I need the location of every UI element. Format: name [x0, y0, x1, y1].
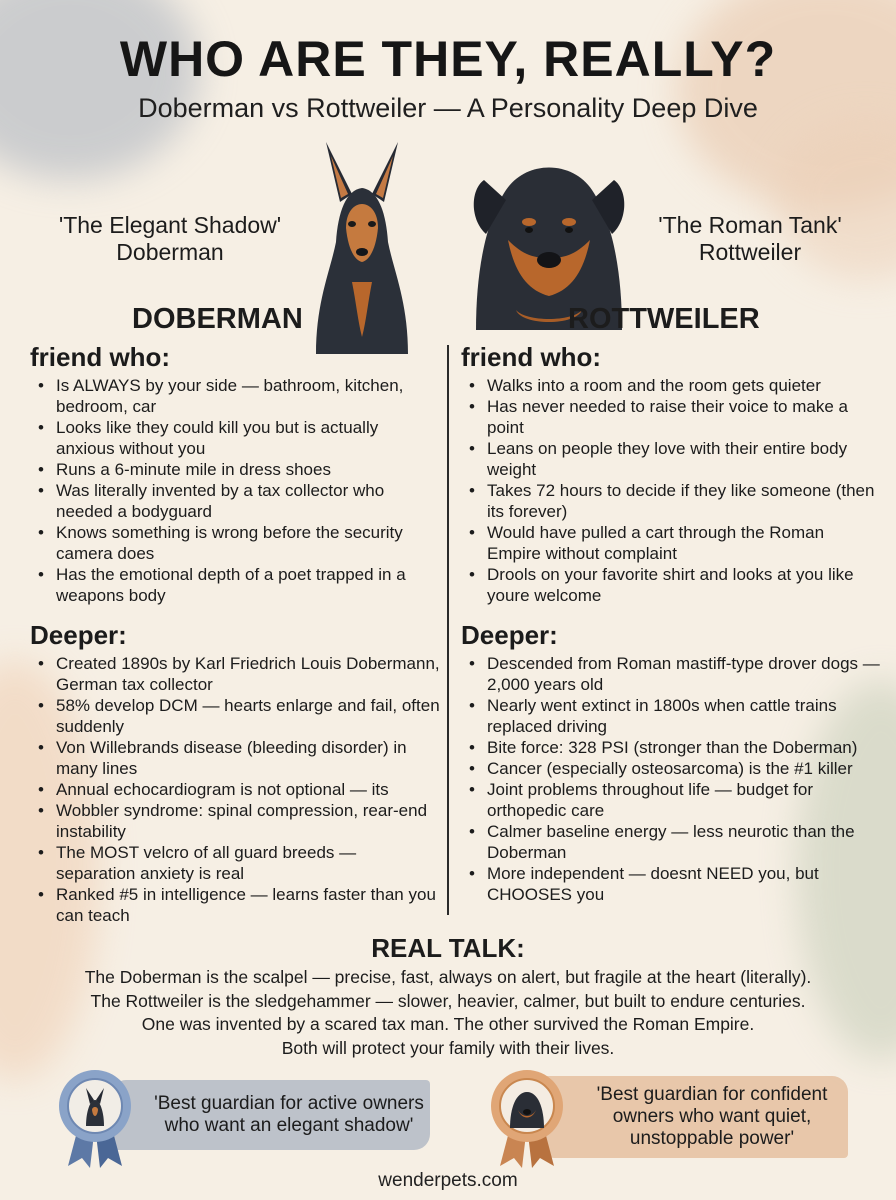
doberman-nickname-text: 'The Elegant Shadow'	[58, 212, 282, 238]
doberman-nickname-breed: Doberman	[116, 239, 224, 265]
column-divider	[447, 345, 449, 915]
rottweiler-deeper-list	[461, 653, 881, 905]
list-item: • Wobbler syndrome: spinal compression, rear-end instability	[56, 800, 440, 842]
doberman-deeper-heading: Deeper:	[30, 620, 127, 650]
rottweiler-friend-heading: friend who:	[461, 342, 602, 372]
footer-site: wenderpets.com	[378, 1170, 518, 1191]
rottweiler-deeper-heading: Deeper:	[461, 620, 558, 650]
doberman-friend-list	[30, 375, 440, 606]
list-item: • Takes 72 hours to decide if they like someone (then its forever)	[487, 480, 881, 522]
doberman-heading: DOBERMAN	[132, 303, 303, 335]
real-talk-line: Both will protect your family with their lives.	[281, 1037, 615, 1058]
real-talk-line: The Rottweiler is the sledgehammer — slower, heavier, calmer, but built to endure centuries.	[90, 990, 806, 1011]
doberman-deeper-list	[30, 653, 440, 926]
list-item: • Knows something is wrong before the security camera does	[56, 522, 440, 564]
list-item: • Has the emotional depth of a poet trapped in a weapons body	[56, 564, 440, 606]
doberman-nickname	[40, 212, 300, 266]
list-item: • Cancer (especially osteosarcoma) is the #1 killer	[487, 758, 881, 779]
rottweiler-nickname-breed: Rottweiler	[698, 239, 802, 265]
list-item: • Created 1890s by Karl Friedrich Louis Dobermann, German tax collector	[56, 653, 440, 695]
list-item: • Annual echocardiogram is not optional — its	[56, 779, 440, 800]
page-title: WHO ARE THEY, REALLY?	[119, 31, 777, 87]
list-item: • Descended from Roman mastiff-type drover dogs — 2,000 years old	[487, 653, 881, 695]
list-item: • Leans on people they love with their entire body weight	[487, 438, 881, 480]
list-item: • Von Willebrands disease (bleeding disorder) in many lines	[56, 737, 440, 779]
rottweiler-rosette-icon	[484, 1068, 570, 1168]
doberman-friend-heading: friend who:	[30, 342, 171, 372]
rottweiler-nickname-text: 'The Roman Tank'	[658, 212, 842, 238]
list-item: • The MOST velcro of all guard breeds — separation anxiety is real	[56, 842, 440, 884]
doberman-illustration	[296, 132, 428, 354]
watercolor-wash	[0, 0, 200, 180]
page-subtitle: Doberman vs Rottweiler — A Personality Deep Dive	[138, 93, 758, 123]
list-item: • Ranked #5 in intelligence — learns faster than you can teach	[56, 884, 440, 926]
list-item: • Looks like they could kill you but is actually anxious without you	[56, 417, 440, 459]
rottweiler-deeper-section	[461, 620, 881, 905]
list-item: • Drools on your favorite shirt and looks at you like youre welcome	[487, 564, 881, 606]
list-item: • Joint problems throughout life — budget for orthopedic care	[487, 779, 881, 821]
rottweiler-heading: ROTTWEILER	[568, 303, 760, 335]
list-item: • Calmer baseline energy — less neurotic than the Doberman	[487, 821, 881, 863]
rottweiler-verdict-text: 'Best guardian for confident owners who want quiet, unstoppable power'	[596, 1084, 828, 1149]
list-item: • Was literally invented by a tax collector who needed a bodyguard	[56, 480, 440, 522]
rottweiler-verdict-ribbon	[540, 1076, 848, 1158]
doberman-rosette-icon	[52, 1068, 138, 1168]
list-item: • Has never needed to raise their voice to make a point	[487, 396, 881, 438]
list-item: • Runs a 6-minute mile in dress shoes	[56, 459, 440, 480]
list-item: • 58% develop DCM — hearts enlarge and fail, often suddenly	[56, 695, 440, 737]
doberman-verdict-text: 'Best guardian for active owners who want an elegant shadow'	[154, 1093, 424, 1136]
real-talk-heading: REAL TALK:	[371, 933, 525, 963]
list-item: • More independent — doesnt NEED you, but CHOOSES you	[487, 863, 881, 905]
list-item: • Would have pulled a cart through the Roman Empire without complaint	[487, 522, 881, 564]
doberman-friend-section	[30, 342, 440, 606]
list-item: • Is ALWAYS by your side — bathroom, kitchen, bedroom, car	[56, 375, 440, 417]
list-item: • Nearly went extinct in 1800s when cattle trains replaced driving	[487, 695, 881, 737]
real-talk-line: One was invented by a scared tax man. The other survived the Roman Empire.	[141, 1014, 755, 1034]
rottweiler-nickname	[620, 212, 880, 266]
rottweiler-friend-section	[461, 342, 881, 606]
real-talk-body	[40, 966, 856, 1060]
list-item: • Bite force: 328 PSI (stronger than the Doberman)	[487, 737, 881, 758]
rottweiler-friend-list	[461, 375, 881, 606]
list-item: • Walks into a room and the room gets quieter	[487, 375, 881, 396]
doberman-deeper-section	[30, 620, 440, 926]
doberman-verdict-ribbon	[112, 1080, 430, 1150]
real-talk-line: The Doberman is the scalpel — precise, fast, always on alert, but fragile at the heart (literally).	[84, 967, 812, 987]
